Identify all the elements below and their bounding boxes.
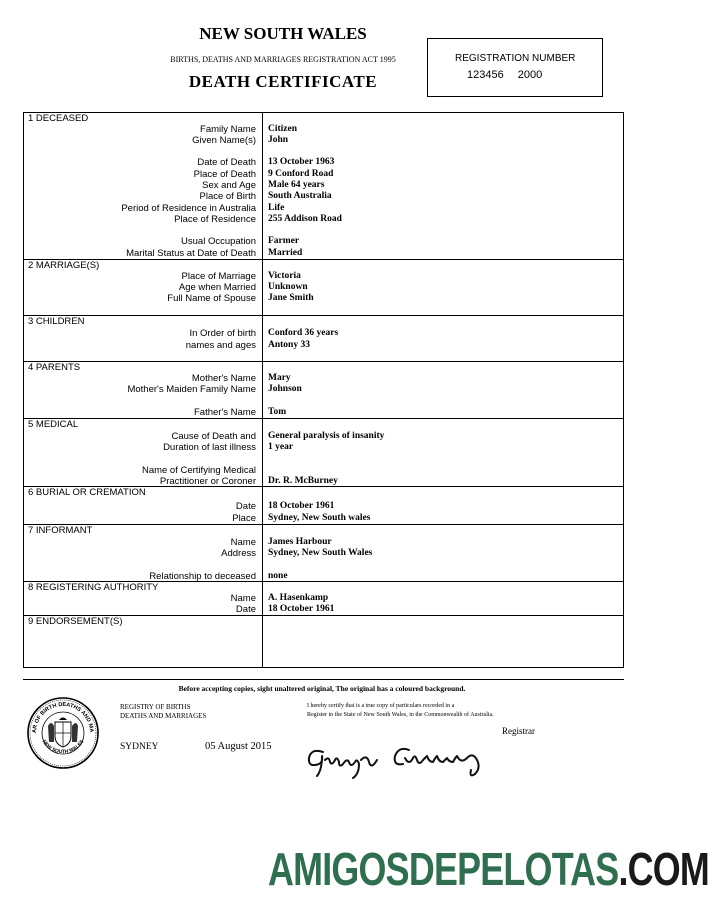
- field-label: Address: [221, 548, 256, 559]
- seal-text-top: AR OF BIRTH DEATHS AND MA: [31, 701, 95, 734]
- field-label: Father's Name: [193, 407, 256, 418]
- row-duration-of-illness: [24, 442, 623, 454]
- field-label: Mother's Maiden Family Name: [127, 384, 256, 395]
- section-title: 5 MEDICAL: [28, 419, 79, 430]
- field-label: Place of Residence: [174, 214, 256, 225]
- field-label: Usual Occupation: [181, 236, 256, 247]
- section-title: 7 INFORMANT: [28, 525, 93, 536]
- act-subtitle: BIRTHS, DEATHS AND MARRIAGES REGISTRATION ACT 1995: [170, 55, 396, 64]
- field-value: Farmer: [268, 236, 300, 246]
- row-date-of-death: [24, 157, 623, 169]
- registrar-seal: [26, 696, 100, 770]
- section-children: [24, 315, 623, 362]
- field-value: Married: [268, 248, 303, 258]
- row-children-names: [24, 340, 623, 352]
- registration-number: [467, 69, 556, 81]
- document-title: DEATH CERTIFICATE: [188, 72, 378, 91]
- field-value: Conford 36 years: [268, 328, 339, 338]
- signature-icon: [305, 740, 495, 780]
- field-label: Practitioner or Coroner: [159, 476, 256, 487]
- section-title: 1 DECEASED: [28, 113, 89, 124]
- field-label: Date: [235, 501, 256, 512]
- field-value: 1 year: [268, 442, 294, 452]
- footer-divider: [23, 679, 624, 680]
- field-value: none: [268, 571, 288, 581]
- field-label: Family Name: [200, 124, 256, 135]
- section-informant: [24, 524, 623, 582]
- section-title: 3 CHILDREN: [28, 316, 85, 327]
- field-label: names and ages: [185, 340, 256, 351]
- field-value: Johnson: [268, 384, 302, 394]
- section-title: 6 BURIAL OR CREMATION: [28, 487, 146, 498]
- section-burial: [24, 486, 623, 525]
- watermark-tld: COM: [627, 843, 709, 895]
- field-label: Name: [230, 593, 256, 604]
- certify-line-1: I hereby certify that is a true copy of particulars recorded in a: [307, 703, 455, 709]
- registrar-label: Registrar: [502, 726, 535, 736]
- site-watermark: [268, 842, 709, 896]
- row-mother-maiden-name: [24, 384, 623, 396]
- issue-city: SYDNEY: [120, 742, 159, 752]
- section-deceased: [24, 113, 623, 259]
- field-label: Marital Status at Date of Death: [126, 248, 256, 259]
- field-label: Age when Married: [178, 282, 256, 293]
- issue-date: 05 August 2015: [205, 741, 272, 752]
- field-label: Date: [235, 604, 256, 615]
- field-value: Victoria: [268, 271, 301, 281]
- field-label: Name: [230, 537, 256, 548]
- field-label: Duration of last illness: [163, 442, 256, 453]
- field-value: Male 64 years: [268, 180, 325, 190]
- field-value: 18 October 1961: [268, 501, 335, 511]
- section-parents: [24, 361, 623, 419]
- field-value: Life: [268, 203, 285, 213]
- row-given-names: [24, 135, 623, 147]
- row-usual-occupation: [24, 236, 623, 248]
- watermark-dot: .: [618, 843, 628, 895]
- field-value: Unknown: [268, 282, 308, 292]
- field-label: Place of Marriage: [181, 271, 256, 282]
- registration-number-value: 123456: [467, 69, 504, 81]
- seal-emblem-icon: [26, 696, 100, 770]
- registration-label: REGISTRATION NUMBER: [455, 53, 576, 64]
- field-value: General paralysis of insanity: [268, 431, 385, 441]
- field-label: Period of Residence in Australia: [121, 203, 256, 214]
- watermark-brand: AMIGOSDEPELOTAS: [268, 843, 619, 895]
- field-label: Place of Death: [193, 169, 256, 180]
- field-label: Sex and Age: [202, 180, 256, 191]
- row-place-of-residence: [24, 214, 623, 226]
- field-value: 255 Addison Road: [268, 214, 342, 224]
- svg-text:REGISTRAR OF BIRTH DEATHS AND: [26, 696, 94, 733]
- registrar-signature: [305, 740, 495, 780]
- field-label: Given Name(s): [192, 135, 256, 146]
- field-label: Date of Death: [197, 157, 256, 168]
- field-value: Citizen: [268, 124, 298, 134]
- section-title: 4 PARENTS: [28, 362, 81, 373]
- registration-year: 2000: [517, 69, 543, 81]
- registry-line-1: REGISTRY OF BIRTHS: [120, 703, 191, 711]
- field-value: Sydney, New South Wales: [268, 548, 373, 558]
- field-value: South Australia: [268, 191, 332, 201]
- seal-text-bottom: NEW SOUTH WALES: [40, 738, 86, 756]
- field-label: Place: [232, 513, 256, 524]
- field-value: Sydney, New South wales: [268, 513, 371, 523]
- row-children-order: [24, 328, 623, 340]
- section-title: 8 REGISTERING AUTHORITY: [28, 582, 159, 593]
- row-informant-address: [24, 548, 623, 560]
- field-label: Full Name of Spouse: [167, 293, 256, 304]
- section-registering-authority: [24, 581, 623, 616]
- row-spouse-name: [24, 293, 623, 305]
- field-value: Mary: [268, 373, 291, 383]
- section-endorsements: [24, 615, 623, 668]
- section-marriage: [24, 259, 623, 316]
- field-value: A. Hasenkamp: [268, 593, 329, 603]
- field-value: Antony 33: [268, 340, 310, 350]
- field-label: Relationship to deceased: [149, 571, 256, 582]
- field-value: 9 Conford Road: [268, 169, 334, 179]
- field-label: Place of Birth: [199, 191, 256, 202]
- section-medical: [24, 418, 623, 487]
- field-label: Name of Certifying Medical: [141, 465, 256, 476]
- field-value: 13 October 1963: [268, 157, 335, 167]
- field-label: Cause of Death and: [171, 431, 256, 442]
- field-value: James Harbour: [268, 537, 332, 547]
- field-label: Mother's Name: [191, 373, 256, 384]
- registration-box: [427, 38, 603, 97]
- registry-line-2: DEATHS AND MARRIAGES: [120, 712, 207, 720]
- field-label: In Order of birth: [189, 328, 256, 339]
- section-title: 2 MARRIAGE(S): [28, 260, 100, 271]
- field-value: Jane Smith: [268, 293, 314, 303]
- field-value: 18 October 1961: [268, 604, 335, 614]
- certificate-table: [23, 112, 624, 668]
- state-title: NEW SOUTH WALES: [199, 24, 367, 43]
- authenticity-notice: Before accepting copies, sight unaltered original, The original has a coloured background.: [178, 684, 466, 693]
- row-place-of-birth: [24, 191, 623, 203]
- row-burial-date: [24, 501, 623, 513]
- certify-line-2: Register in the State of New South Wales, in the Commonwealth of Australia.: [307, 712, 494, 718]
- section-title: 9 ENDORSEMENT(S): [28, 616, 123, 627]
- field-value: Tom: [268, 407, 287, 417]
- field-value: John: [268, 135, 289, 145]
- field-value: Dr. R. McBurney: [268, 476, 338, 486]
